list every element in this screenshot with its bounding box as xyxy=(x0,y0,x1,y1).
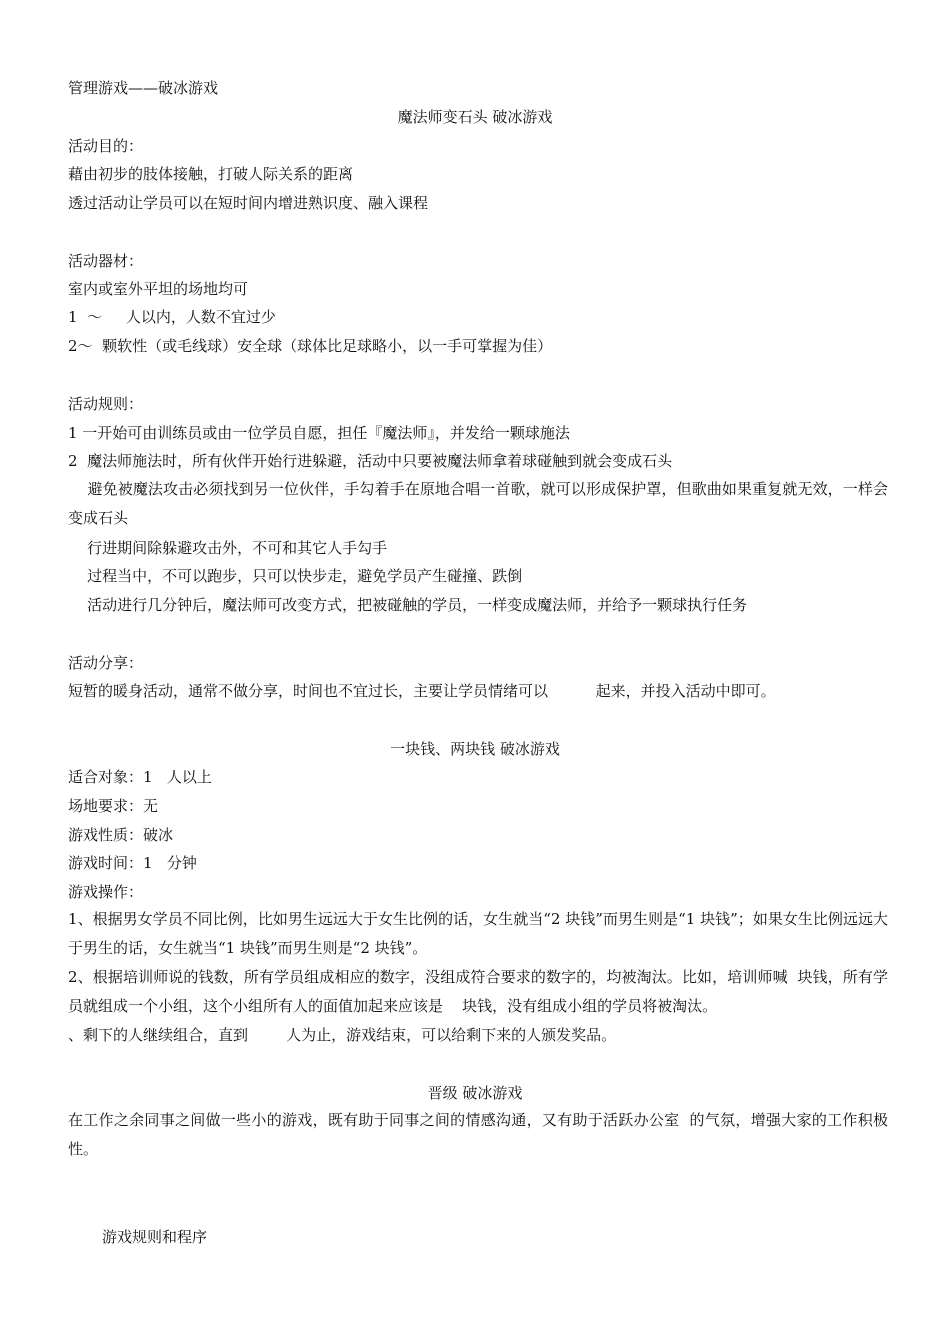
step-line: 1、根据男女学员不同比例，比如男生远远大于女生比例的话，女生就当“2 块钱”而男生则是“1 块钱”；如果女生比例远远大于男生的话，女生就当“1 块钱”而男生则是“2 块钱”。 xyxy=(68,910,888,957)
rules-heading: 活动规则： xyxy=(68,395,144,413)
info-line: 适合对象：1 人以上 xyxy=(68,768,212,786)
info-line: 游戏性质：破冰 xyxy=(68,826,174,844)
rule-line: 2 魔法师施法时，所有伙伴开始行进躲避，活动中只要被魔法师拿着球碰触到就会变成石头 xyxy=(68,452,673,470)
purpose-heading: 活动目的： xyxy=(68,137,144,155)
rule-line: 过程当中，不可以跑步，只可以快步走，避免学员产生碰撞、跌倒 xyxy=(68,567,523,585)
rule-line: 1 一开始可由训练员或由一位学员自愿，担任『魔法师』，并发给一颗球施法 xyxy=(68,424,570,442)
equipment-line: 室内或室外平坦的场地均可 xyxy=(68,280,249,298)
section-title-money: 一块钱、两块钱 破冰游戏 xyxy=(390,740,560,758)
share-heading: 活动分享： xyxy=(68,654,144,672)
equipment-line: 1 ～ 人以内，人数不宜过少 xyxy=(68,308,276,326)
section-title-promotion: 晋级 破冰游戏 xyxy=(427,1084,523,1102)
equipment-line: 2～ 颗软性（或毛线球）安全球（球体比足球略小，以一手可掌握为佳） xyxy=(68,337,553,355)
subheading-rules: 游戏规则和程序 xyxy=(102,1228,208,1246)
rule-line: 避免被魔法攻击必须找到另一位伙伴，手勾着手在原地合唱一首歌，就可以形成保护罩，但歌曲如果重复就无效，一样会变成石头 xyxy=(68,480,888,527)
rule-line: 活动进行几分钟后，魔法师可改变方式，把被碰触的学员，一样变成魔法师，并给予一颗球执行任务 xyxy=(68,596,748,614)
info-line: 场地要求：无 xyxy=(68,797,159,815)
step-line: 2、根据培训师说的钱数，所有学员组成相应的数字，没组成符合要求的数字的，均被淘汰。比如，培训师喊 块钱，所有学员就组成一个小组，这个小组所有人的面值加起来应该是 块钱，没有组成小组的学员将被淘汰。 xyxy=(68,968,888,1015)
intro-paragraph: 在工作之余同事之间做一些小的游戏，既有助于同事之间的情感沟通，又有助于活跃办公室 的气氛，增强大家的工作积极性。 xyxy=(68,1111,888,1158)
step-line: 、剩下的人继续组合，直到 人为止，游戏结束，可以给剩下来的人颁发奖品。 xyxy=(68,1026,617,1044)
purpose-line: 透过活动让学员可以在短时间内增进熟识度、融入课程 xyxy=(68,194,429,212)
document-title: 管理游戏——破冰游戏 xyxy=(68,79,219,97)
purpose-line: 藉由初步的肢体接触，打破人际关系的距离 xyxy=(68,165,354,183)
info-line: 游戏时间：1 分钟 xyxy=(68,854,197,872)
equipment-heading: 活动器材： xyxy=(68,252,144,270)
share-line: 短暂的暖身活动，通常不做分享，时间也不宜过长，主要让学员情绪可以 起来，并投入活动中即可。 xyxy=(68,682,776,700)
info-line: 游戏操作： xyxy=(68,883,144,901)
rule-line: 行进期间除躲避攻击外，不可和其它人手勾手 xyxy=(68,539,388,557)
section-title-magician: 魔法师变石头 破冰游戏 xyxy=(397,108,553,126)
